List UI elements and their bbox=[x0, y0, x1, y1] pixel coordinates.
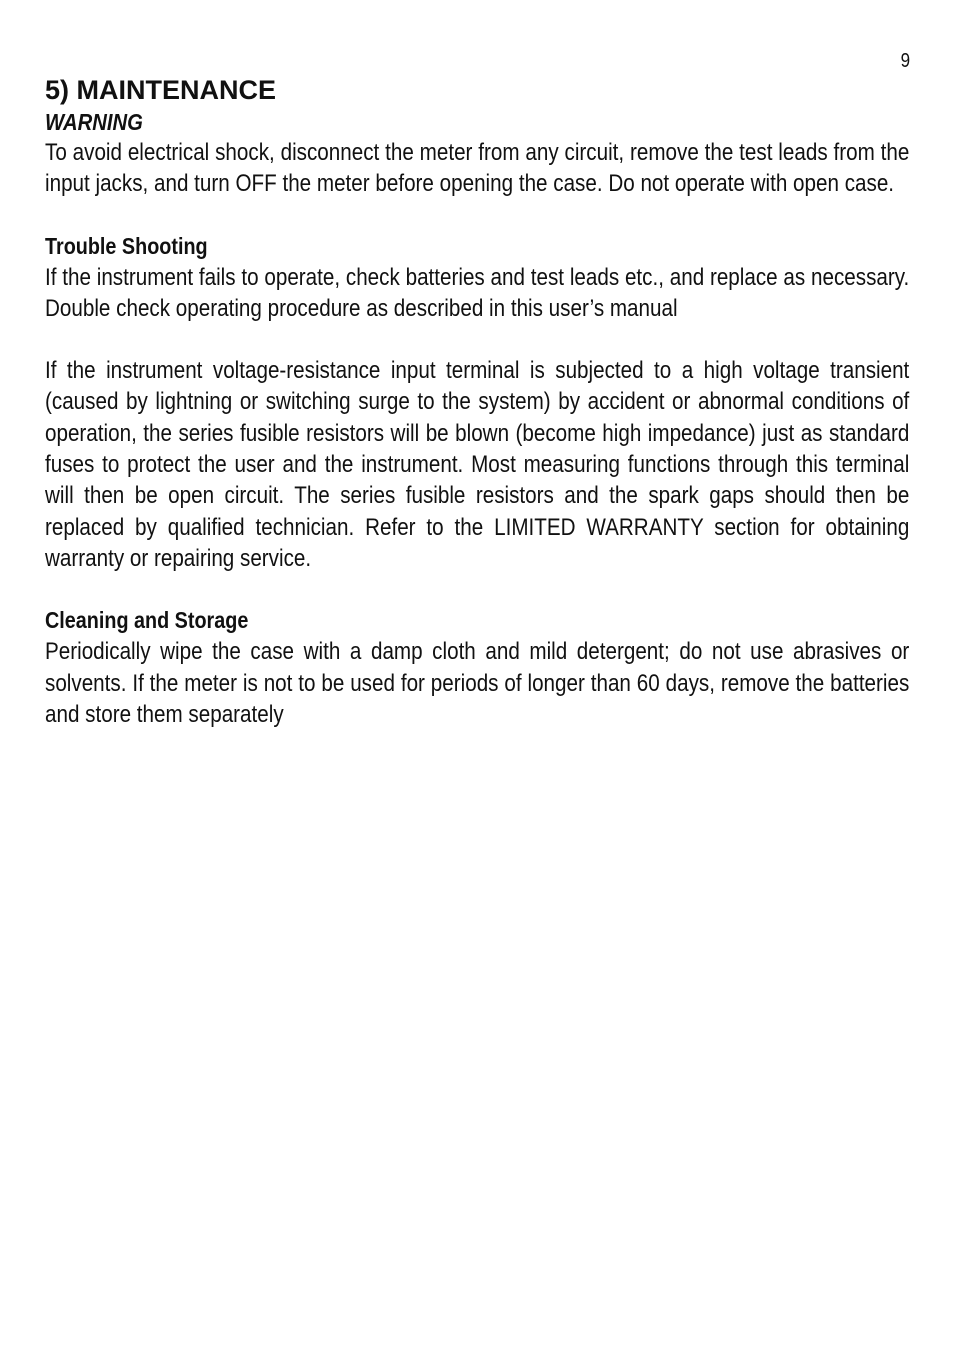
trouble-shooting-paragraph-1: If the instrument fails to operate, check batteries and test leads etc., and replace as necessary. Double check operating procedure as described in this user’s manual bbox=[45, 263, 910, 322]
warning-text: To avoid electrical shock, disconnect the meter from any circuit, remove the test leads from the input jacks, and turn OFF the meter before opening the case. Do not operate with open case. bbox=[45, 139, 910, 198]
maintenance-section bbox=[45, 72, 909, 730]
page-number: 9 bbox=[900, 50, 910, 72]
cleaning-storage-paragraph: Periodically wipe the case with a damp cloth and mild detergent; do not use abrasives or solvents. If the meter is not to be used for periods of longer than 60 days, remove the batteries and store them separately bbox=[45, 638, 910, 728]
section-heading: 5) MAINTENANCE bbox=[45, 75, 277, 105]
trouble-shooting-paragraph-2: If the instrument voltage-resistance input terminal is subjected to a high voltage transient (caused by lightning or switching surge to the system) by accident or abnormal conditions of operation, the series fusible resistors will be blown (become high impedance) just as standard fuses to protect the user and the instrument. Most measuring functions through this terminal will then be open circuit. The series fusible resistors and the spark gaps should then be replaced by qualified technician. Refer to the LIMITED WARRANTY section for obtaining warranty or repairing service. bbox=[45, 357, 910, 572]
spacer bbox=[45, 200, 909, 231]
cleaning-storage-heading: Cleaning and Storage bbox=[45, 607, 249, 634]
warning-label: WARNING bbox=[45, 109, 143, 135]
spacer bbox=[45, 324, 909, 355]
spacer bbox=[45, 574, 909, 605]
trouble-shooting-heading: Trouble Shooting bbox=[45, 232, 208, 259]
